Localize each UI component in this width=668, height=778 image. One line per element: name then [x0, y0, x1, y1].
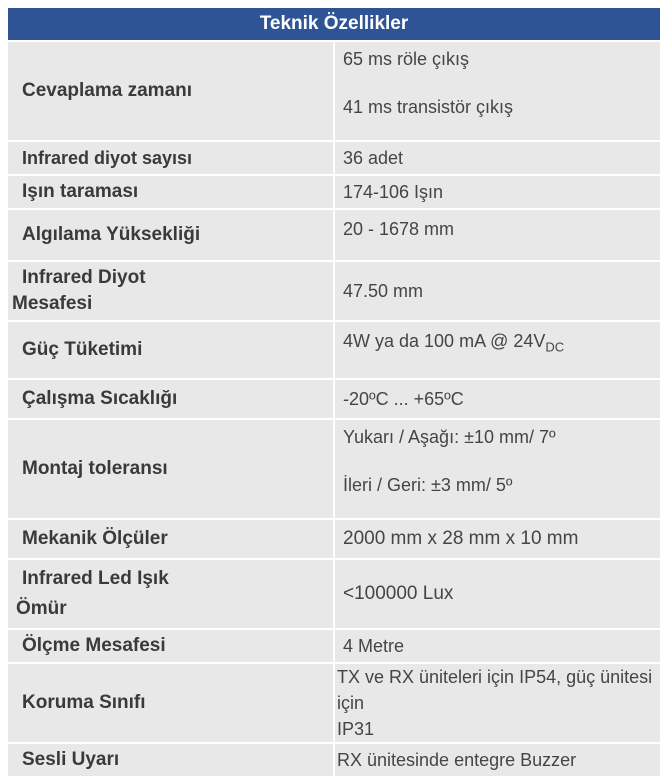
- row-label: Cevaplama zamanı: [7, 41, 334, 141]
- row-label: Algılama Yüksekliği: [7, 209, 334, 261]
- row-label: Mekanik Ölçüler: [7, 519, 334, 559]
- row-value: RX ünitesinde entegre Buzzer: [334, 743, 661, 777]
- row-value: [334, 419, 661, 519]
- table-row: [7, 379, 661, 419]
- row-label: Çalışma Sıcaklığı: [7, 379, 334, 419]
- row-value: <100000 Lux: [334, 559, 661, 629]
- row-label-line: Infrared Led Işık: [22, 568, 169, 589]
- row-value: 20 - 1678 mm: [334, 209, 661, 261]
- row-label: Infrared diyot sayısı: [7, 141, 334, 175]
- row-label: Güç Tüketimi: [7, 321, 334, 379]
- row-value: 174-106 Işın: [334, 175, 661, 209]
- row-value: [334, 41, 661, 141]
- row-label-line: Mesafesi: [12, 293, 93, 314]
- row-value-line: İleri / Geri: ±3 mm/ 5º: [343, 475, 513, 495]
- row-value-line: 65 ms röle çıkış: [343, 49, 470, 69]
- row-value-text: 4W ya da 100 mA @ 24V: [343, 331, 546, 351]
- row-label: Işın taraması: [7, 175, 334, 209]
- row-label: Sesli Uyarı: [7, 743, 334, 777]
- table-row: [7, 743, 661, 777]
- row-value-line: TX ve RX üniteleri için IP54, güç ünitesi için: [337, 667, 653, 713]
- row-value-subscript: DC: [545, 339, 565, 355]
- row-label: Montaj toleransı: [7, 419, 334, 519]
- row-value: 2000 mm x 28 mm x 10 mm: [334, 519, 661, 559]
- row-value-line: 41 ms transistör çıkış: [343, 97, 514, 117]
- table-row: [7, 175, 661, 209]
- row-label: Koruma Sınıfı: [7, 663, 334, 743]
- spec-table: [6, 6, 662, 778]
- row-value-line: Yukarı / Aşağı: ±10 mm/ 7º: [343, 427, 556, 447]
- row-value: [334, 321, 661, 379]
- row-label: [7, 261, 334, 321]
- row-value: [334, 663, 661, 743]
- table-row: [7, 629, 661, 663]
- table-header-row: [7, 7, 661, 41]
- table-row: [7, 321, 661, 379]
- table-row: [7, 41, 661, 141]
- table-row: [7, 209, 661, 261]
- row-label: Ölçme Mesafesi: [7, 629, 334, 663]
- row-label-line: Infrared Diyot: [22, 267, 146, 288]
- row-value-line: IP31: [337, 719, 375, 739]
- row-value: 36 adet: [334, 141, 661, 175]
- table-row: [7, 141, 661, 175]
- row-label-line: Ömür: [16, 598, 67, 619]
- row-value: 4 Metre: [334, 629, 661, 663]
- row-value: 47.50 mm: [334, 261, 661, 321]
- table-row: [7, 261, 661, 321]
- table-row: [7, 663, 661, 743]
- row-value: -20ºC ... +65ºC: [334, 379, 661, 419]
- table-title: Teknik Özellikler: [7, 7, 661, 41]
- table-row: [7, 419, 661, 519]
- table-row: [7, 519, 661, 559]
- row-label: [7, 559, 334, 629]
- table-row: [7, 559, 661, 629]
